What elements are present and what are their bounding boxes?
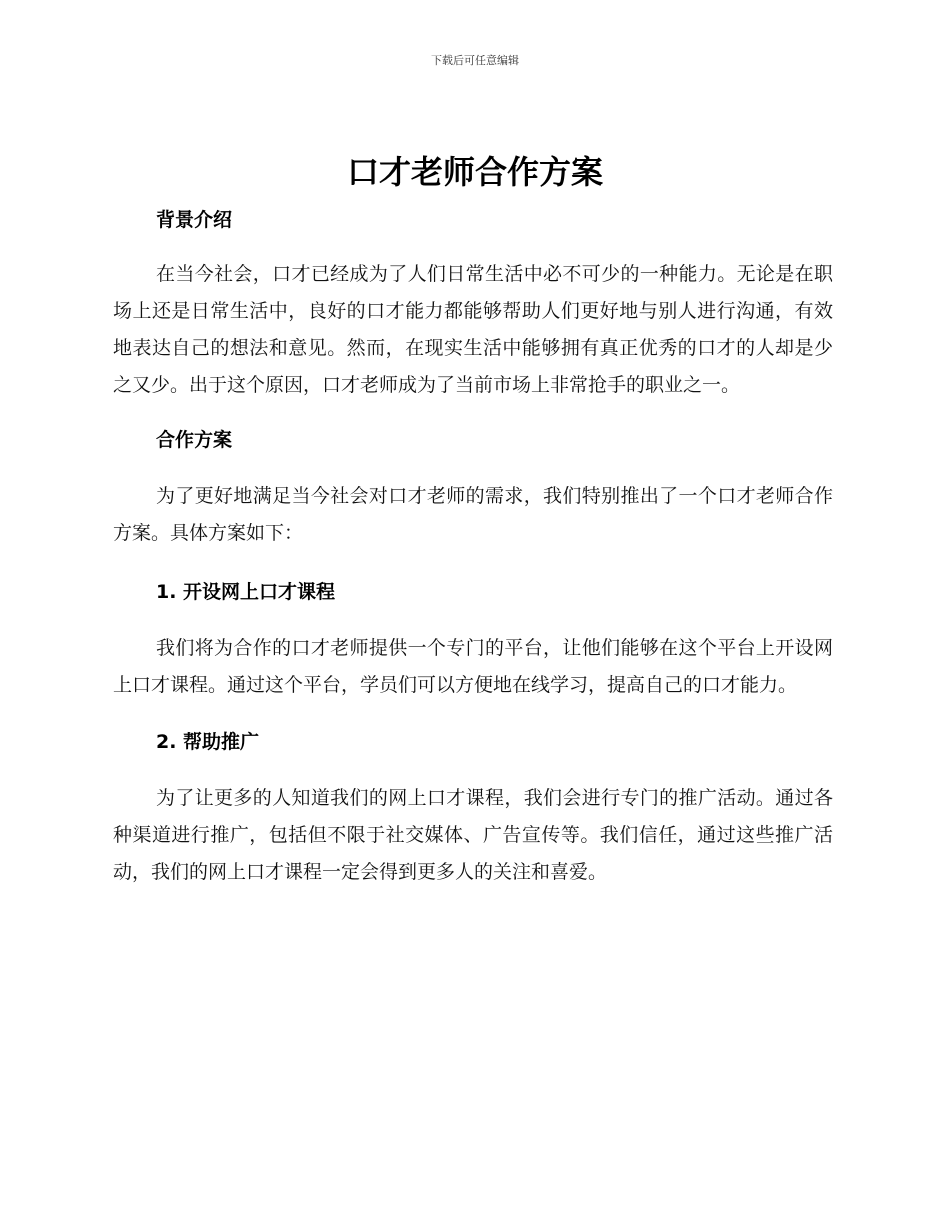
section-paragraph-online-courses: 我们将为合作的口才老师提供一个专门的平台，让他们能够在这个平台上开设网上口才课程。通过这个平台，学员们可以方便地在线学习，提高自己的口才能力。 [113,637,833,696]
section-paragraph-cooperation-plan: 为了更好地满足当今社会对口才老师的需求，我们特别推出了一个口才老师合作方案。具体方案如下： [113,485,833,544]
section-heading-online-courses: 1. 开设网上口才课程 [156,581,336,603]
section-paragraph-promotion: 为了让更多的人知道我们的网上口才课程，我们会进行专门的推广活动。通过各种渠道进行推广，包括但不限于社交媒体、广告宣传等。我们信任，通过这些推广活动，我们的网上口才课程一定会得到更多人的关注和喜爱。 [113,787,833,883]
section-heading-promotion: 2. 帮助推广 [156,731,260,753]
section-paragraph-background: 在当今社会，口才已经成为了人们日常生活中必不可少的一种能力。无论是在职场上还是日常生活中，良好的口才能力都能够帮助人们更好地与别人进行沟通，有效地表达自己的想法和意见。然而，在现实生活中能够拥有真正优秀的口才的人却是少之又少。出于这个原因，口才老师成为了当前市场上非常抢手的职业之一。 [113,263,833,396]
document-title: 口才老师合作方案 [346,153,603,191]
header-note: 下载后可任意编辑 [431,54,519,67]
section-heading-background: 背景介绍 [156,209,233,231]
section-heading-cooperation-plan: 合作方案 [156,429,233,451]
document-body [113,200,833,891]
